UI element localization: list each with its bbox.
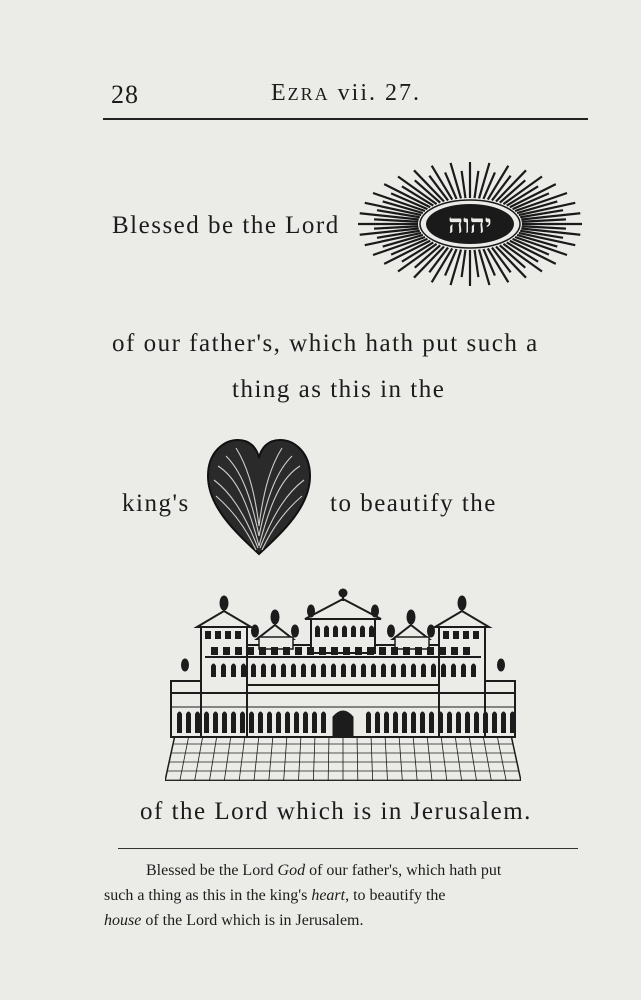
footnote-italic-god: God bbox=[277, 862, 306, 879]
window bbox=[483, 712, 488, 734]
window bbox=[474, 712, 479, 734]
rebus-line-1: Blessed be the Lord bbox=[112, 212, 340, 239]
footnote-text bbox=[104, 858, 580, 933]
window bbox=[195, 712, 200, 734]
window bbox=[429, 712, 434, 734]
window bbox=[177, 712, 182, 734]
window bbox=[463, 631, 469, 639]
footnote-italic-heart: heart bbox=[311, 887, 346, 904]
rebus-line-3: thing as this in the bbox=[232, 376, 446, 403]
window bbox=[367, 647, 374, 655]
rebus-line-4-right: to beautify the bbox=[330, 490, 497, 517]
window bbox=[379, 647, 386, 655]
window bbox=[331, 664, 336, 678]
window bbox=[258, 712, 263, 734]
window bbox=[303, 712, 308, 734]
window bbox=[415, 647, 422, 655]
window bbox=[391, 647, 398, 655]
window bbox=[361, 664, 366, 678]
window bbox=[453, 631, 459, 639]
sunburst-ray bbox=[479, 163, 489, 198]
window bbox=[259, 647, 266, 655]
window bbox=[271, 664, 276, 678]
window bbox=[427, 647, 434, 655]
window bbox=[471, 664, 476, 678]
window bbox=[463, 647, 470, 655]
window bbox=[240, 712, 245, 734]
window bbox=[204, 712, 209, 734]
window bbox=[321, 712, 326, 734]
window bbox=[331, 647, 338, 655]
footnote-line-3 bbox=[104, 908, 580, 933]
sunburst-ray bbox=[479, 250, 489, 285]
footnote-text-segment: such a thing as this in the king's bbox=[104, 887, 312, 904]
window bbox=[291, 664, 296, 678]
window bbox=[235, 631, 241, 639]
window bbox=[247, 647, 254, 655]
window bbox=[222, 712, 227, 734]
window bbox=[431, 664, 436, 678]
window bbox=[441, 664, 446, 678]
svg-text:יהוה: יהוה bbox=[448, 210, 492, 240]
window bbox=[360, 626, 365, 638]
window bbox=[213, 712, 218, 734]
window bbox=[221, 664, 226, 678]
window bbox=[261, 664, 266, 678]
window bbox=[465, 712, 470, 734]
window bbox=[311, 664, 316, 678]
rebus-line-4-left: king's bbox=[122, 490, 190, 517]
window bbox=[447, 712, 452, 734]
window bbox=[205, 631, 211, 639]
window bbox=[312, 712, 317, 734]
page-number: 28 bbox=[111, 80, 139, 109]
window bbox=[342, 626, 347, 638]
window bbox=[241, 664, 246, 678]
window bbox=[456, 712, 461, 734]
window bbox=[307, 647, 314, 655]
window bbox=[295, 647, 302, 655]
window bbox=[411, 712, 416, 734]
footnote-line-1 bbox=[104, 858, 580, 883]
window bbox=[276, 712, 281, 734]
window bbox=[421, 664, 426, 678]
footnote-line-2 bbox=[104, 883, 580, 908]
window bbox=[341, 664, 346, 678]
temple-house-icon bbox=[165, 585, 521, 781]
footnote-text-segment: , to beautify the bbox=[345, 887, 446, 904]
window bbox=[267, 712, 272, 734]
window bbox=[451, 647, 458, 655]
window bbox=[473, 631, 479, 639]
window bbox=[283, 647, 290, 655]
window bbox=[271, 647, 278, 655]
window bbox=[235, 647, 242, 655]
window bbox=[461, 664, 466, 678]
running-head-initial: E bbox=[271, 80, 288, 106]
window bbox=[355, 647, 362, 655]
window bbox=[231, 712, 236, 734]
window bbox=[351, 626, 356, 638]
window bbox=[225, 631, 231, 639]
window bbox=[402, 712, 407, 734]
footnote-text-segment: of the Lord which is in Jerusalem. bbox=[141, 912, 364, 929]
window bbox=[186, 712, 191, 734]
sunburst-ray bbox=[462, 250, 466, 277]
window bbox=[510, 712, 515, 734]
rebus-line-2: of our father's, which hath put such a bbox=[112, 330, 539, 357]
window bbox=[294, 712, 299, 734]
window bbox=[324, 626, 329, 638]
sunburst-ray bbox=[475, 171, 479, 198]
running-head bbox=[271, 80, 421, 107]
footnote-text-segment: Blessed be the Lord bbox=[146, 862, 278, 879]
running-head-verse: vii. 27. bbox=[329, 80, 422, 106]
window bbox=[420, 712, 425, 734]
window bbox=[211, 664, 216, 678]
window bbox=[439, 647, 446, 655]
window bbox=[249, 712, 254, 734]
window bbox=[401, 664, 406, 678]
window bbox=[321, 664, 326, 678]
window bbox=[501, 712, 506, 734]
footnote-italic-house: house bbox=[104, 912, 142, 929]
sunburst-ray bbox=[451, 250, 461, 285]
window bbox=[366, 712, 371, 734]
window bbox=[369, 626, 374, 638]
window bbox=[215, 631, 221, 639]
running-head-small-caps: ZRA bbox=[287, 84, 330, 104]
window bbox=[381, 664, 386, 678]
footnote-text-segment: of our father's, which hath put bbox=[305, 862, 502, 879]
window bbox=[211, 647, 218, 655]
window bbox=[285, 712, 290, 734]
sunburst-ray bbox=[475, 250, 479, 277]
window bbox=[333, 626, 338, 638]
window bbox=[443, 631, 449, 639]
window bbox=[223, 647, 230, 655]
heart-icon bbox=[204, 436, 314, 558]
window bbox=[384, 712, 389, 734]
window bbox=[301, 664, 306, 678]
window bbox=[393, 712, 398, 734]
window bbox=[251, 664, 256, 678]
sunburst-ray bbox=[451, 163, 461, 198]
window bbox=[438, 712, 443, 734]
rebus-line-5: of the Lord which is in Jerusalem. bbox=[140, 798, 532, 825]
window bbox=[231, 664, 236, 678]
window bbox=[371, 664, 376, 678]
window bbox=[351, 664, 356, 678]
sunburst-ray bbox=[462, 171, 466, 198]
window bbox=[375, 712, 380, 734]
footnote-rule bbox=[118, 848, 578, 849]
window bbox=[403, 647, 410, 655]
window bbox=[315, 626, 320, 638]
window bbox=[451, 664, 456, 678]
page-header bbox=[103, 80, 588, 116]
window bbox=[319, 647, 326, 655]
window bbox=[411, 664, 416, 678]
header-rule bbox=[103, 118, 588, 120]
window bbox=[281, 664, 286, 678]
window bbox=[391, 664, 396, 678]
window bbox=[343, 647, 350, 655]
hebrew-tetragrammaton-sunburst-icon bbox=[355, 160, 585, 288]
window bbox=[492, 712, 497, 734]
